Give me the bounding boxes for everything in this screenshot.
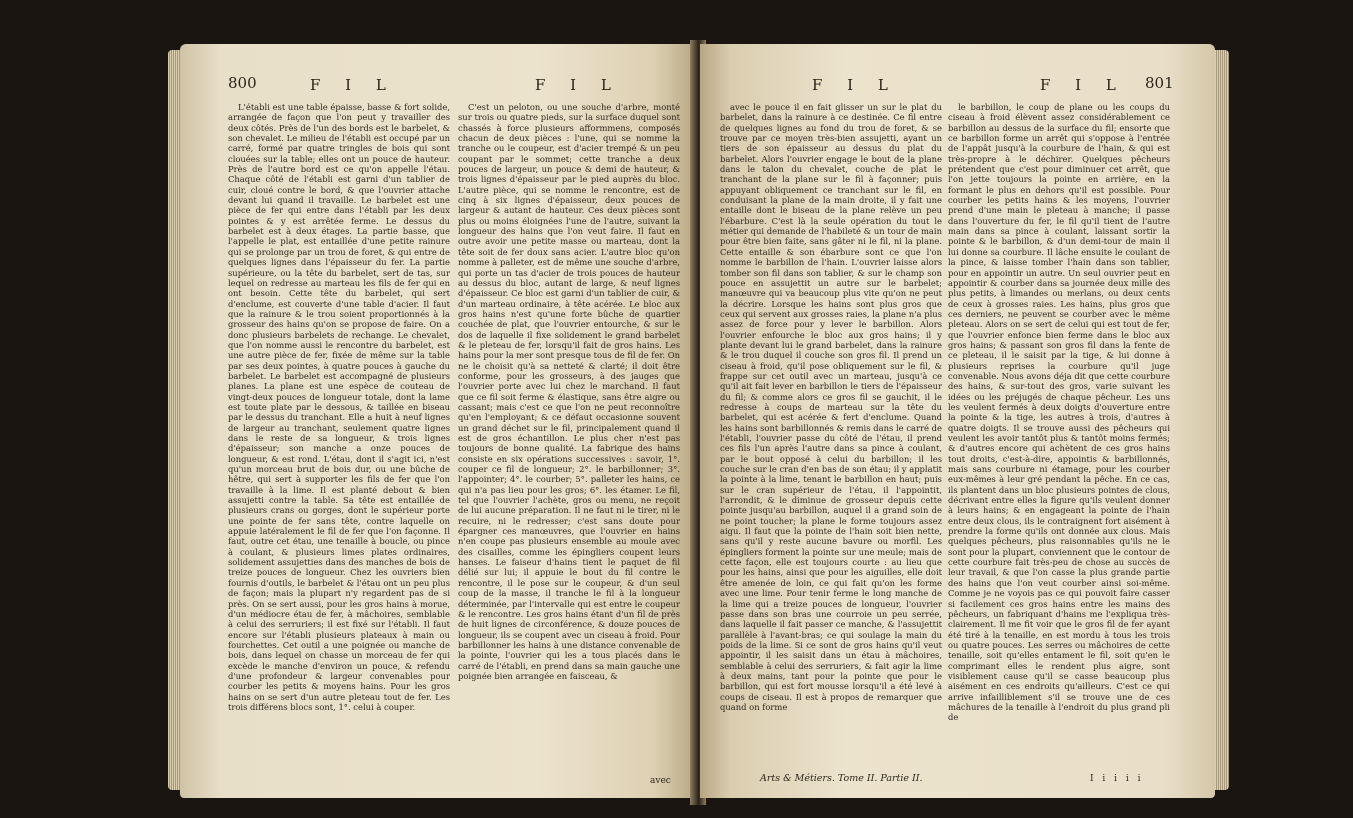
running-header-left-2: F I L [535,76,621,94]
running-header-left-1: F I L [310,76,396,94]
left-page-column-2 [458,102,680,772]
right-page-column-1 [720,102,942,772]
printer-signature: I i i i i [1090,774,1144,784]
left-page [180,44,695,798]
paragraph: C'est un peloton, ou une souche d'arbre, monté sur trois ou quatre pieds, sur la surface duquel sont chassés à force plusieurs afformmens, composés chacun de deux pièces : l'une, qui se nomme la tranche ou le coupeur, est d'acier trempé & un peu coupant par le sommet; cette tranche a deux pouces de largeur, un pouce & demi de hauteur, & trois lignes d'épaisseur par le pied auprès du bloc. L'autre pièce, qui se nomme le rencontre, est de cinq à six lignes d'épaisseur, deux pouces de largeur & autant de hauteur. Ces deux pièces sont plus ou moins éloignées l'une de l'autre, suivant la longueur des hains que l'on veut faire. Il faut en outre avoir une petite masse ou marteau, dont la tête soit de fer doux sans acier. L'autre bloc qu'on nomme à palleter, est de même une souche d'arbre, qui porte un tas d'acier de trois pouces de hauteur au dessus du bloc, autant de large, & neuf lignes d'épaisseur. Ce bloc est garni d'un tablier de cuir, & d'un marteau ordinaire, à tête acérée. Le bloc aux gros hains n'est qu'une forte bûche de quartier couchée de plat, que l'ouvrier entourche, & sur le dos de laquelle il fixe solidement le grand barbelet & le pleteau de fer, lorsqu'il fait de gros hains. Les hains pour la mer sont presque tous de fil de fer. On ne le choisit qu'à sa netteté & clarté; il doit être conforme, pour les grosseurs, à des jauges que l'ouvrier porte avec lui chez le marchand. Il faut que ce fil soit ferme & élastique, sans être aigre ou cassant; mais c'est ce que l'on ne peut reconnoître qu'en l'employant; & ce défaut occasionne souvent un grand déchet sur le fil, principalement quand il est de gros échantillon. Le plus cher n'est pas toujours de bonne qualité. La fabrique des hains consiste en six opérations successives : savoir, 1°. couper ce fil de longueur; 2°. le barbillonner; 3°. l'appointer; 4°. le courber; 5°. palleter les hains, ce qui n'a pas lieu pour les gros; 6°. les étamer. Le fil, tel que l'ouvrier l'achète, gros ou menu, ne reçoit de lui aucune préparation. Il ne faut ni le tirer, ni le recuire, ni le redresser; c'est sans doute pour épargner ces manœuvres, que l'ouvrier en hains n'en coupe pas plusieurs ensemble au moule avec des cisailles, comme les épingliers coupent leurs hanses. Le faiseur d'hains tient le paquet de fil délié sur lui; il appuie le bout du fil contre le rencontre, il le pose sur le coupeur, & d'un seul coup de la masse, il tranche le fil à la longueur déterminée, par l'intervalle qui est entre le coupeur & le rencontre. Les gros hains étant d'un fil de près de huit lignes de circonférence, & douze pouces de longueur, ils se coupent avec un ciseau à froid. Pour barbillonner les hains à une distance convenable de la pointe, l'ouvrier qui les a tous placés dans le carré de l'établi, en prend dans sa main gauche une poignée bien arrangée en faisceau, & [458,102,680,681]
catchword: avec [650,776,671,786]
paragraph: avec le pouce il en fait glisser un sur le plat du barbelet, dans la rainure à ce destinée. Ce fil entre de quelques lignes au fond du trou de foret, & se trouve par ce moyen très-bien assujetti, ayant un tiers de son épaisseur au dessus du plat du barbelet. Alors l'ouvrier engage le bout de la plane dans le talon du chevalet, couche de plat le tranchant de la plane sur le fil à façonner; puis appuyant obliquement ce tranchant sur le fil, en conduisant la plane de la main droite, il y fait une entaille dont le biseau de la plane relève un peu l'ébarbure. C'est là la seule opération du tout le métier qui demande de l'habileté & un tour de main pour être bien faite, sans gâter ni le fil, ni la plane. Cette entaille & son ébarbure sont ce que l'on nomme le barbillon de l'hain. L'ouvrier laisse alors tomber son fil dans son tablier, & sur le champ son pouce en assujettit un autre sur le barbelet; manœuvre qui va beaucoup plus vite qu'on ne peut la décrire. Lorsque les hains sont plus gros que ceux qui servent aux grosses raies, la plane n'a plus assez de force pour y lever le barbillon. Alors l'ouvrier enfourche le bloc aux gros hains; il y plante devant lui le grand barbelet, dans la rainure & le trou duquel il couche son gros fil. Il prend un ciseau à froid, qu'il pose obliquement sur le fil, & frappe sur cet outil avec un marteau, jusqu'à ce qu'il ait fait lever en barbillon le tiers de l'épaisseur du fil; & comme alors ce gros fil se gauchit, il le redresse à coups de marteau sur la tête du barbelet, qui est acérée & fert d'enclume. Quand les hains sont barbillonnés & remis dans le carré de l'établi, l'ouvrier passe du côté de l'étau, il prend ces fils l'un après l'autre dans sa pince à coulant, par le bout opposé à celui du barbillon; il les couche sur le cran d'en bas de son étau; il y applatit la pointe à la lime, tenant le barbillon en haut; puis sur le cran supérieur de l'étau, il l'appointit, l'arrondit, & le diminue de grosseur depuis cette pointe jusqu'au barbillon, auquel il a grand soin de ne point toucher; la plane le forme toujours assez aigu. Il faut que la pointe de l'hain soit bien nette, sans qu'il y reste aucune bavure ou morfil. Les épingliers forment la pointe sur une meule; mais de cette façon, elle est toujours courte : au lieu que pour les hains, ainsi que pour les aiguilles, elle doit être amenée de loin, ce qui fait qu'on les forme avec une lime. Pour tenir ferme le long manche de la lime qui a treize pouces de longueur, l'ouvrier passe dans son bras une courroie un peu serrée, dans laquelle il fait passer ce manche, & l'assujettit parallèle à l'avant-bras; ce qui soulage la main du poids de la lime. Si ce sont de gros hains qu'il veut appointir, il les saisit dans un étau à mâchoires, semblable à celui des serruriers, & fait agir la lime à deux mains, tant pour la pointe que pour le barbillon, qui est fort mousse lorsqu'il a été levé à coups de ciseau. Il est à propos de remarquer que quand on forme [720,102,942,712]
page-number-left: 800 [228,74,257,92]
running-header-right-2: F I L [1040,76,1126,94]
paragraph: L'établi est une table épaisse, basse & fort solide, arrangée de façon que l'on peut y travailler des deux côtés. Près de l'un des bords est le barbelet, & son chevalet. Le milieu de l'établi est occupé par un carré, formé par quatre tringles de bois qui sont clouées sur la table; elles ont un pouce de hauteur. Près de l'autre bord est ce qu'on appelle l'étau. Chaque côté de l'établi est garni d'un tablier de cuir, cloué contre le bord, & que l'ouvrier attache devant lui quand il travaille. Le barbelet est une pièce de fer qui entre dans l'établi par les deux pointes & y est arrêtée ferme. Le dessus du barbelet est à deux étages. La partie basse, que l'appelle le plat, est entaillée d'une petite rainure qui se prolonge par un trou de foret, & qui entre de quelques lignes dans l'épaisseur du fer. La partie supérieure, ou la tête du barbelet, sert de tas, sur lequel on redresse au marteau les fils de fer qui en ont besoin. Cette tête du barbelet, qui sert d'enclume, est couverte d'une table d'acier. Il faut que la rainure & le trou soient proportionnés à la grosseur des hains qu'on se propose de faire. On a donc plusieurs barbelets de rechange. Le chevalet, que l'on nomme aussi le rencontre du barbelet, est une autre pièce de fer, fixée de même sur la table par ses deux pointes, à quatre pouces à gauche du barbelet. Le barbelet est accompagné de plusieurs planes. La plane est une espèce de couteau de vingt-deux pouces de longueur totale, dont la lame est toute plate par le dessous, & taillée en biseau par le dessus du tranchant. Elle a huit à neuf lignes de largeur au tranchant, seulement quatre lignes dans le reste de sa longueur, & trois lignes d'épaisseur; son manche a onze pouces de longueur, & est rond. L'étau, dont il s'agit ici, n'est qu'un morceau brut de bois dur, ou une bûche de hêtre, qui sert à supporter les fils de fer que l'on travaille à la lime. Il est planté debout & bien assujetti contre la table. Sa tête est entaillée de plusieurs crans ou gorges, dont le supérieur porte une pointe de fer sans tête, contre laquelle on appuie latéralement le fil de fer que l'on façonne. Il faut, outre cet étau, une tenaille à boucle, ou pince à coulant, & plusieurs limes plates ordinaires, solidement assujetties dans des manches de bois de treize pouces de longueur. Chez les ouvriers bien fournis d'outils, le barbelet & l'étau ont un peu plus de façon; mais la plupart n'y regardent pas de si près. On se sert aussi, pour les gros hains à morue, d'un médiocre étau de fer, à mâchoires, semblable à celui des serruriers; il est fixé sur l'établi. Il faut encore sur l'établi plusieurs plateaux à main ou fourchettes. Cet outil a une poignée ou manche de bois, dans lequel on chasse un morceau de fer qui excède le manche d'environ un pouce, & refendu d'une profondeur & largeur convenables pour courber les petits & moyens hains. Pour les gros hains on se sert d'un autre pleteau tout de fer. Les trois différens blocs sont, 1°. celui à couper. [228,102,450,712]
running-header-right-1: F I L [812,76,898,94]
page-footer: Arts & Métiers. Tome II. Partie II. [760,773,923,784]
left-page-column-1 [228,102,450,772]
page-number-right: 801 [1145,74,1174,92]
paragraph: le barbillon, le coup de plane ou les coups du ciseau à froid élèvent assez considérablement ce barbillon au dessus de la surface du fil; ensorte que ce barbillon forme un arrêt qui s'oppose à l'entrée de l'appât jusqu'à la courbure de l'hain, & qui est très-propre à le déchirer. Quelques pêcheurs prétendent que c'est pour diminuer cet arrêt, que l'on jette toujours la pointe en arrière, en la formant le plus en dehors qu'il est possible. Pour courber les petits hains & les moyens, l'ouvrier prend d'une main le pleteau à manche; il passe dans l'ouverture du fer, le fil qu'il tient de l'autre main dans sa pince à coulant, laissant sortir la pointe & le barbillon, & d'un demi-tour de main il lui donne sa courbure. Il lâche ensuite le coulant de la pince, & laisse tomber l'hain dans son tablier, pour en appointir un autre. Un seul ouvrier peut en appointir & courber dans sa journée deux mille des plus petits, à limandes ou merlans, ou deux cents de ceux à grosses raies. Les hains, plus gros que ces derniers, ne peuvent se courber avec le même pleteau. Alors on se sert de celui qui est tout de fer, que l'ouvrier enfonce bien ferme dans le bloc aux gros hains; & passant son gros fil dans la fente de ce pleteau, il le saisit par la tige, & lui donne à plusieurs reprises la courbure qu'il juge convenable. Nous avons déja dit que cette courbure des hains, & sur-tout des gros, varie suivant les idées ou les préjugés de chaque pêcheur. Les uns les veulent fermés à deux doigts d'ouverture entre la pointe & la tige, les autres à trois, d'autres à quatre doigts. Il se trouve aussi des pêcheurs qui veulent les avoir tantôt plus & tantôt moins fermés; & d'autres encore qui achètent de ces gros hains tout droits, c'est-à-dire, appointis & barbillonnés, mais sans courbure ni étamage, pour les courber eux-mêmes à leur gré pendant la pêche. En ce cas, ils plantent dans un bloc plusieurs pointes de clous, décrivant entre elles la figure qu'ils veulent donner à leurs hains; & en engageant la pointe de l'hain entre deux clous, ils le contraignent fort aisément à prendre la forme qu'ils ont donnée aux clous. Mais quelques pêcheurs, plus raisonnables qu'ils ne le sont pour la plupart, conviennent que le contour de cette courbure fait très-peu de chose au succès de leur travail, & que l'on casse la plus grande partie des hains que l'on veut courber ainsi soi-même. Comme je ne voyois pas ce qui pouvoit faire casser si facilement ces gros hains entre les mains des pêcheurs, un fabriquant d'hains me l'expliqua très-clairement. Il me fit voir que le gros fil de fer ayant été tiré à la tenaille, en est mordu à tous les trois ou quatre pouces. Les serres ou mâchoires de cette tenaille, soit qu'elles entament le fil, soit qu'en le comprimant elles le rendent plus aigre, sont visiblement cause qu'il se casse beaucoup plus aisément en ces endroits qu'ailleurs. C'est ce qui arrive infailliblement s'il se trouve une de ces mâchures de la tenaille à l'endroit du plus grand pli de [948,102,1170,723]
page-edges-right [1213,50,1229,790]
right-page-column-2 [948,102,1170,772]
right-page [700,44,1215,798]
